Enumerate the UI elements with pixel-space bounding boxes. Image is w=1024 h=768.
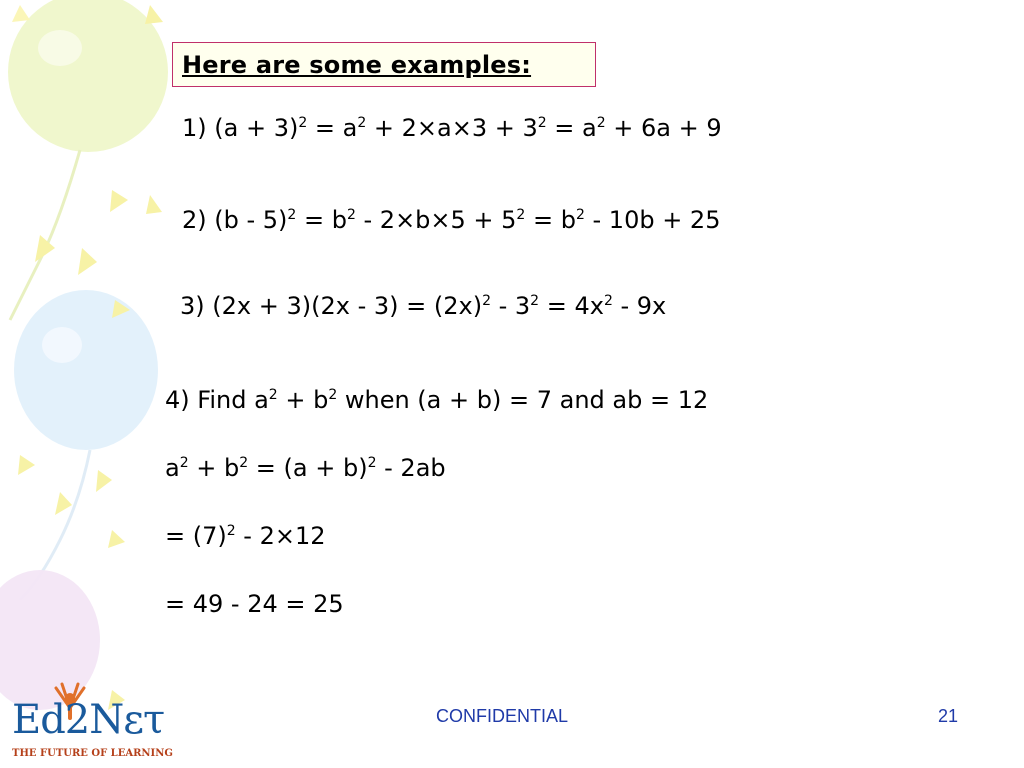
equation-text: - 2ab <box>376 454 446 482</box>
exponent: 2 <box>328 387 338 403</box>
equation-text: a <box>165 454 180 482</box>
problem-4-step-3: = 49 - 24 = 25 <box>165 590 344 618</box>
example-1 <box>182 114 722 142</box>
equation-text: = 4x <box>539 292 604 320</box>
equation-text: = a <box>546 114 597 142</box>
equation-text: 1) (a + 3) <box>182 114 299 142</box>
equation-text: + b <box>277 386 329 414</box>
exponent: 2 <box>516 207 526 223</box>
exponent: 2 <box>603 293 613 309</box>
exponent: 2 <box>537 115 547 131</box>
equation-text: = (7) <box>165 522 227 550</box>
equation-text: - 9x <box>612 292 667 320</box>
exponent: 2 <box>298 115 308 131</box>
example-3 <box>180 292 666 320</box>
slide-heading: Here are some examples: <box>182 51 532 79</box>
logo-brand: Ed2Nετ <box>12 697 165 743</box>
equation-text: - 2×b×5 + 5 <box>355 206 517 234</box>
equation-text: 4) Find a <box>165 386 269 414</box>
equation-text: + b <box>188 454 240 482</box>
exponent: 2 <box>530 293 540 309</box>
equation-text: = (a + b) <box>248 454 368 482</box>
example-2 <box>182 206 720 234</box>
equation-text: + 2×a×3 + 3 <box>366 114 538 142</box>
exponent: 2 <box>226 523 236 539</box>
equation-text: + 6a + 9 <box>605 114 722 142</box>
equation-text: - 2×12 <box>235 522 326 550</box>
page-number: 21 <box>938 706 959 726</box>
exponent: 2 <box>239 455 249 471</box>
exponent: 2 <box>367 455 377 471</box>
equation-text: = b <box>525 206 576 234</box>
exponent: 2 <box>575 207 585 223</box>
exponent: 2 <box>482 293 491 309</box>
equation-text: = a <box>307 114 358 142</box>
logo-tagline: THE FUTURE OF LEARNING <box>12 748 173 759</box>
confidential-label: CONFIDENTIAL <box>436 706 569 726</box>
equation-text: 2) (b - 5) <box>182 206 288 234</box>
equation-text: - 10b + 25 <box>584 206 721 234</box>
equation-text: = b <box>296 206 347 234</box>
exponent: 2 <box>596 115 606 131</box>
exponent: 2 <box>346 207 356 223</box>
exponent: 2 <box>357 115 367 131</box>
equation-text: - 3 <box>490 292 531 320</box>
exponent: 2 <box>287 207 297 223</box>
problem-4-step-2 <box>165 522 326 550</box>
exponent: 2 <box>268 387 278 403</box>
equation-text: 3) (2x + 3)(2x - 3) = (2x) <box>180 292 483 320</box>
problem-4-step-1 <box>165 454 446 482</box>
problem-4-question <box>165 386 708 414</box>
exponent: 2 <box>179 455 189 471</box>
equation-text: when (a + b) = 7 and ab = 12 <box>337 386 709 414</box>
